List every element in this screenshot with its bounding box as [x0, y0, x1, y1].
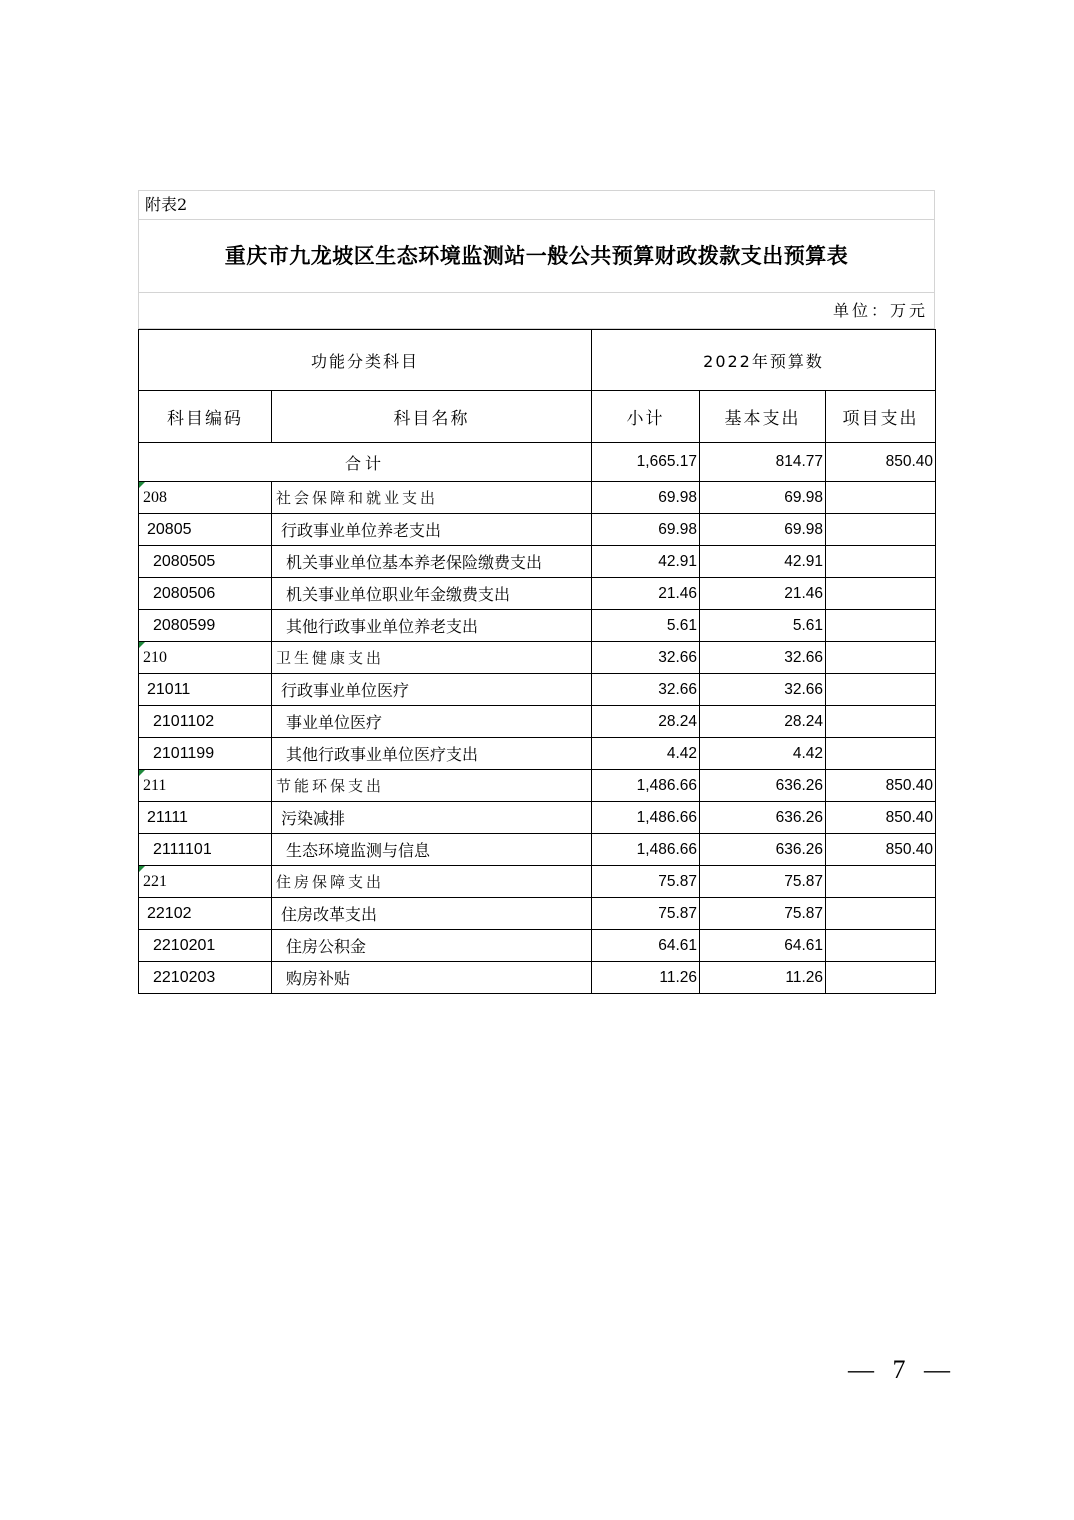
row-basic: 64.61 — [700, 930, 826, 962]
total-basic: 814.77 — [700, 443, 826, 482]
row-subtotal: 1,486.66 — [592, 802, 700, 834]
row-subtotal: 21.46 — [592, 578, 700, 610]
total-project: 850.40 — [826, 443, 936, 482]
table-row — [139, 546, 936, 578]
row-name: 污染减排 — [272, 802, 592, 834]
unit-label: 单位：万元 — [832, 301, 928, 320]
row-subtotal: 11.26 — [592, 962, 700, 994]
row-code: 22102 — [139, 898, 272, 930]
row-basic: 636.26 — [700, 834, 826, 866]
row-subtotal: 42.91 — [592, 546, 700, 578]
table-row — [139, 482, 936, 514]
row-subtotal: 5.61 — [592, 610, 700, 642]
row-basic: 42.91 — [700, 546, 826, 578]
row-subtotal: 32.66 — [592, 642, 700, 674]
table-row — [139, 866, 936, 898]
row-basic: 69.98 — [700, 482, 826, 514]
row-subtotal: 1,486.66 — [592, 770, 700, 802]
table-row — [139, 930, 936, 962]
row-project — [826, 930, 936, 962]
header-project: 项目支出 — [826, 391, 936, 443]
document-header — [138, 190, 935, 329]
row-basic: 32.66 — [700, 674, 826, 706]
page-title: 重庆市九龙坡区生态环境监测站一般公共预算财政拨款支出预算表 — [139, 220, 934, 293]
row-name: 其他行政事业单位医疗支出 — [272, 738, 592, 770]
row-project — [826, 866, 936, 898]
budget-table — [138, 329, 936, 994]
row-project: 850.40 — [826, 802, 936, 834]
row-name: 节能环保支出 — [272, 770, 592, 802]
table-row — [139, 674, 936, 706]
row-subtotal: 75.87 — [592, 866, 700, 898]
row-subtotal: 4.42 — [592, 738, 700, 770]
row-subtotal: 69.98 — [592, 482, 700, 514]
row-subtotal: 69.98 — [592, 514, 700, 546]
header-basic: 基本支出 — [700, 391, 826, 443]
row-code: 2080599 — [139, 610, 272, 642]
row-basic: 636.26 — [700, 802, 826, 834]
row-project — [826, 546, 936, 578]
row-name: 其他行政事业单位养老支出 — [272, 610, 592, 642]
row-name: 行政事业单位医疗 — [272, 674, 592, 706]
row-basic: 75.87 — [700, 866, 826, 898]
table-row — [139, 898, 936, 930]
page-number: — 7 — — [848, 1355, 956, 1384]
header-name: 科目名称 — [272, 391, 592, 443]
total-label: 合计 — [139, 443, 592, 482]
cell-comment-marker-icon — [139, 866, 145, 872]
row-project — [826, 610, 936, 642]
table-row — [139, 738, 936, 770]
table-row — [139, 642, 936, 674]
header-subtotal: 小计 — [592, 391, 700, 443]
row-basic: 4.42 — [700, 738, 826, 770]
row-code: 2111101 — [139, 834, 272, 866]
table-row — [139, 578, 936, 610]
cell-comment-marker-icon — [139, 770, 145, 776]
row-project — [826, 706, 936, 738]
row-project — [826, 482, 936, 514]
row-name: 住房保障支出 — [272, 866, 592, 898]
table-row — [139, 514, 936, 546]
row-name: 生态环境监测与信息 — [272, 834, 592, 866]
row-code: 21011 — [139, 674, 272, 706]
total-subtotal: 1,665.17 — [592, 443, 700, 482]
row-project — [826, 898, 936, 930]
table-row — [139, 706, 936, 738]
row-code: 2080506 — [139, 578, 272, 610]
row-project — [826, 962, 936, 994]
row-subtotal: 28.24 — [592, 706, 700, 738]
cell-comment-marker-icon — [139, 482, 145, 488]
header-budget-year: 2022年预算数 — [592, 330, 936, 391]
cell-comment-marker-icon — [139, 642, 145, 648]
row-code: 2210203 — [139, 962, 272, 994]
row-name: 住房改革支出 — [272, 898, 592, 930]
row-project — [826, 578, 936, 610]
total-row — [139, 443, 936, 482]
header-group-row — [139, 330, 936, 391]
row-code: 2080505 — [139, 546, 272, 578]
row-basic: 636.26 — [700, 770, 826, 802]
table-row — [139, 770, 936, 802]
table-row — [139, 834, 936, 866]
row-name: 行政事业单位养老支出 — [272, 514, 592, 546]
row-code: 2101102 — [139, 706, 272, 738]
row-name: 购房补贴 — [272, 962, 592, 994]
row-subtotal: 32.66 — [592, 674, 700, 706]
table-row — [139, 610, 936, 642]
row-basic: 32.66 — [700, 642, 826, 674]
row-name: 事业单位医疗 — [272, 706, 592, 738]
row-subtotal: 1,486.66 — [592, 834, 700, 866]
row-basic: 11.26 — [700, 962, 826, 994]
row-project — [826, 514, 936, 546]
row-code: 210 — [139, 642, 272, 674]
table-row — [139, 802, 936, 834]
row-project: 850.40 — [826, 834, 936, 866]
row-basic: 75.87 — [700, 898, 826, 930]
row-basic: 5.61 — [700, 610, 826, 642]
row-name: 机关事业单位职业年金缴费支出 — [272, 578, 592, 610]
attachment-label: 附表2 — [139, 191, 934, 220]
header-code: 科目编码 — [139, 391, 272, 443]
row-code: 2210201 — [139, 930, 272, 962]
row-name: 机关事业单位基本养老保险缴费支出 — [272, 546, 592, 578]
table-row — [139, 962, 936, 994]
row-name: 社会保障和就业支出 — [272, 482, 592, 514]
row-project — [826, 642, 936, 674]
row-code: 2101199 — [139, 738, 272, 770]
row-basic: 21.46 — [700, 578, 826, 610]
row-code: 208 — [139, 482, 272, 514]
header-column-row — [139, 391, 936, 443]
row-code: 221 — [139, 866, 272, 898]
budget-document — [138, 190, 935, 994]
row-basic: 28.24 — [700, 706, 826, 738]
row-name: 住房公积金 — [272, 930, 592, 962]
row-code: 20805 — [139, 514, 272, 546]
row-code: 21111 — [139, 802, 272, 834]
row-code: 211 — [139, 770, 272, 802]
row-project — [826, 738, 936, 770]
row-basic: 69.98 — [700, 514, 826, 546]
row-subtotal: 75.87 — [592, 898, 700, 930]
row-subtotal: 64.61 — [592, 930, 700, 962]
row-project — [826, 674, 936, 706]
header-function-category: 功能分类科目 — [139, 330, 592, 391]
row-name: 卫生健康支出 — [272, 642, 592, 674]
row-project: 850.40 — [826, 770, 936, 802]
